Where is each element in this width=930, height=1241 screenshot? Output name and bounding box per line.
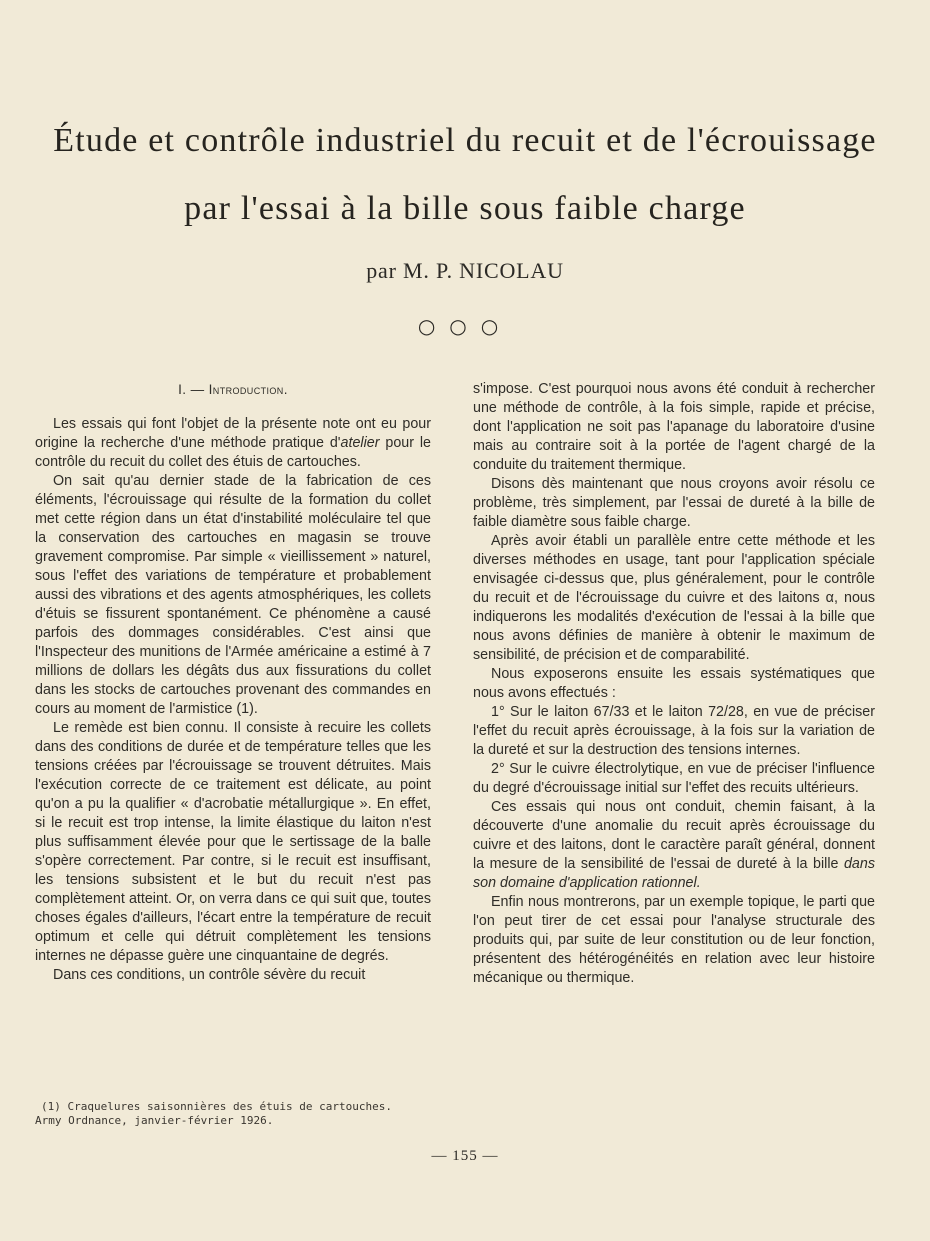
- paragraph-5: s'impose. C'est pourquoi nous avons été conduit à rechercher une méthode de contrôle, à la fois simple, rapide et précise, dont l'application ne soit pas l'apanage du laboratoire d'usine mais au contraire soit à la portée de l'agent chargé de la conduite du traitement thermique.: [473, 381, 875, 473]
- footnote: [35, 1100, 435, 1128]
- right-column: [473, 380, 875, 988]
- ornament-circles: ○○○: [417, 314, 513, 338]
- paragraph-3: Le remède est bien connu. Il consiste à recuire les collets dans des conditions de durée et de température telles que les tensions créées par l'écrouissage se trouvent détruites. Mais l'exécution correcte de ce traitement est délicate, au point qu'on a pu la qualifier « d'acrobatie métallurgique ». En effet, si le recuit est trop intense, la limite élastique du laiton n'est plus suffisamment élevée pour que le sertissage de la balle s'opère correctement. Par contre, si le recuit est insuffisant, les tensions subsistent et le but du recuit n'est pas complètement atteint. Or, on verra dans ce qui suit que, toutes choses égales d'ailleurs, l'écart entre la température de recuit optimum et celle qui détruit complètement les tensions internes ne dépasse guère une cinquantaine de degrés.: [35, 720, 431, 964]
- paragraph-10: 2° Sur le cuivre électrolytique, en vue de préciser l'influence du degré d'écrouissage initial sur l'effet des recuits ultérieurs.: [473, 761, 875, 796]
- footnote-line-1: (1) Craquelures saisonnières des étuis de cartouches.: [41, 1100, 392, 1113]
- footnote-line-2: Army Ordnance, janvier-février 1926.: [35, 1114, 274, 1127]
- paragraph-2: On sait qu'au dernier stade de la fabrication de ces éléments, l'écrouissage qui résulte de la formation du collet met cette région dans un état d'instabilité moléculaire tel que la conservation des cartouches en magasin se trouve gravement compromise. Par simple « vieillissement » naturel, sous l'effet des variations de température et probablement aussi des vibrations et des agents atmosphériques, les collets d'étuis se fissurent spontanément. Ce phénomène a causé parfois des dommages considérables. C'est ainsi que l'Inspecteur des munitions de l'Armée américaine a estimé à 7 millions de dollars les dégâts dus aux fissurations du collet dans les stocks de cartouches provenant des commandes en cours au moment de l'armistice (1).: [35, 473, 431, 717]
- paragraph-9: 1° Sur le laiton 67/33 et le laiton 72/28, en vue de préciser l'effet du recuit après écrouissage, à la fois sur la variation de la dureté et sur la destruction des tensions internes.: [473, 704, 875, 758]
- left-column: [35, 380, 431, 985]
- article-author: par M. P. NICOLAU: [366, 258, 564, 283]
- section-heading: I. — Introduction.: [178, 382, 288, 397]
- paragraph-4: Dans ces conditions, un contrôle sévère du recuit: [53, 967, 366, 983]
- paragraph-7: Après avoir établi un parallèle entre cette méthode et les diverses méthodes en usage, tant pour l'application spéciale envisagée ci-dessus que, plus généralement, pour le contrôle du recuit et de l'écrouissage du cuivre et des laitons α, nous indiquerons les modalités d'exécution de l'essai à la bille que nous avons définies de manière à obtenir le maximum de sensibilité, de précision et de comparabilité.: [473, 533, 875, 663]
- page-number: — 155 —: [431, 1148, 499, 1164]
- paragraph-1: Les essais qui font l'objet de la présente note ont eu pour origine la recherche d'une méthode pratique d'atelier pour le contrôle du recuit du collet des étuis de cartouches.: [35, 416, 431, 470]
- paragraph-12: Enfin nous montrerons, par un exemple topique, le parti que l'on peut tirer de cet essai pour l'analyse structurale des produits qui, par suite de leur constitution ou de leur fonction, présentent des hétérogénéités en relation avec leur histoire mécanique ou thermique.: [473, 894, 875, 986]
- article-title-line-1: Étude et contrôle industriel du recuit et de l'écrouissage: [53, 122, 877, 159]
- paragraph-6: Disons dès maintenant que nous croyons avoir résolu ce problème, très simplement, par l'essai de dureté à la bille de faible diamètre sous faible charge.: [473, 476, 875, 530]
- paragraph-11: Ces essais qui nous ont conduit, chemin faisant, à la découverte d'une anomalie du recuit après écrouissage du cuivre et des laitons, dont le caractère paraît général, donnent la mesure de la sensibilité de l'essai de dureté à la bille dans son domaine d'application rationnel.: [473, 799, 875, 891]
- paragraph-8: Nous exposerons ensuite les essais systématiques que nous avons effectués :: [473, 666, 875, 701]
- article-title-line-2: par l'essai à la bille sous faible charge: [184, 190, 746, 227]
